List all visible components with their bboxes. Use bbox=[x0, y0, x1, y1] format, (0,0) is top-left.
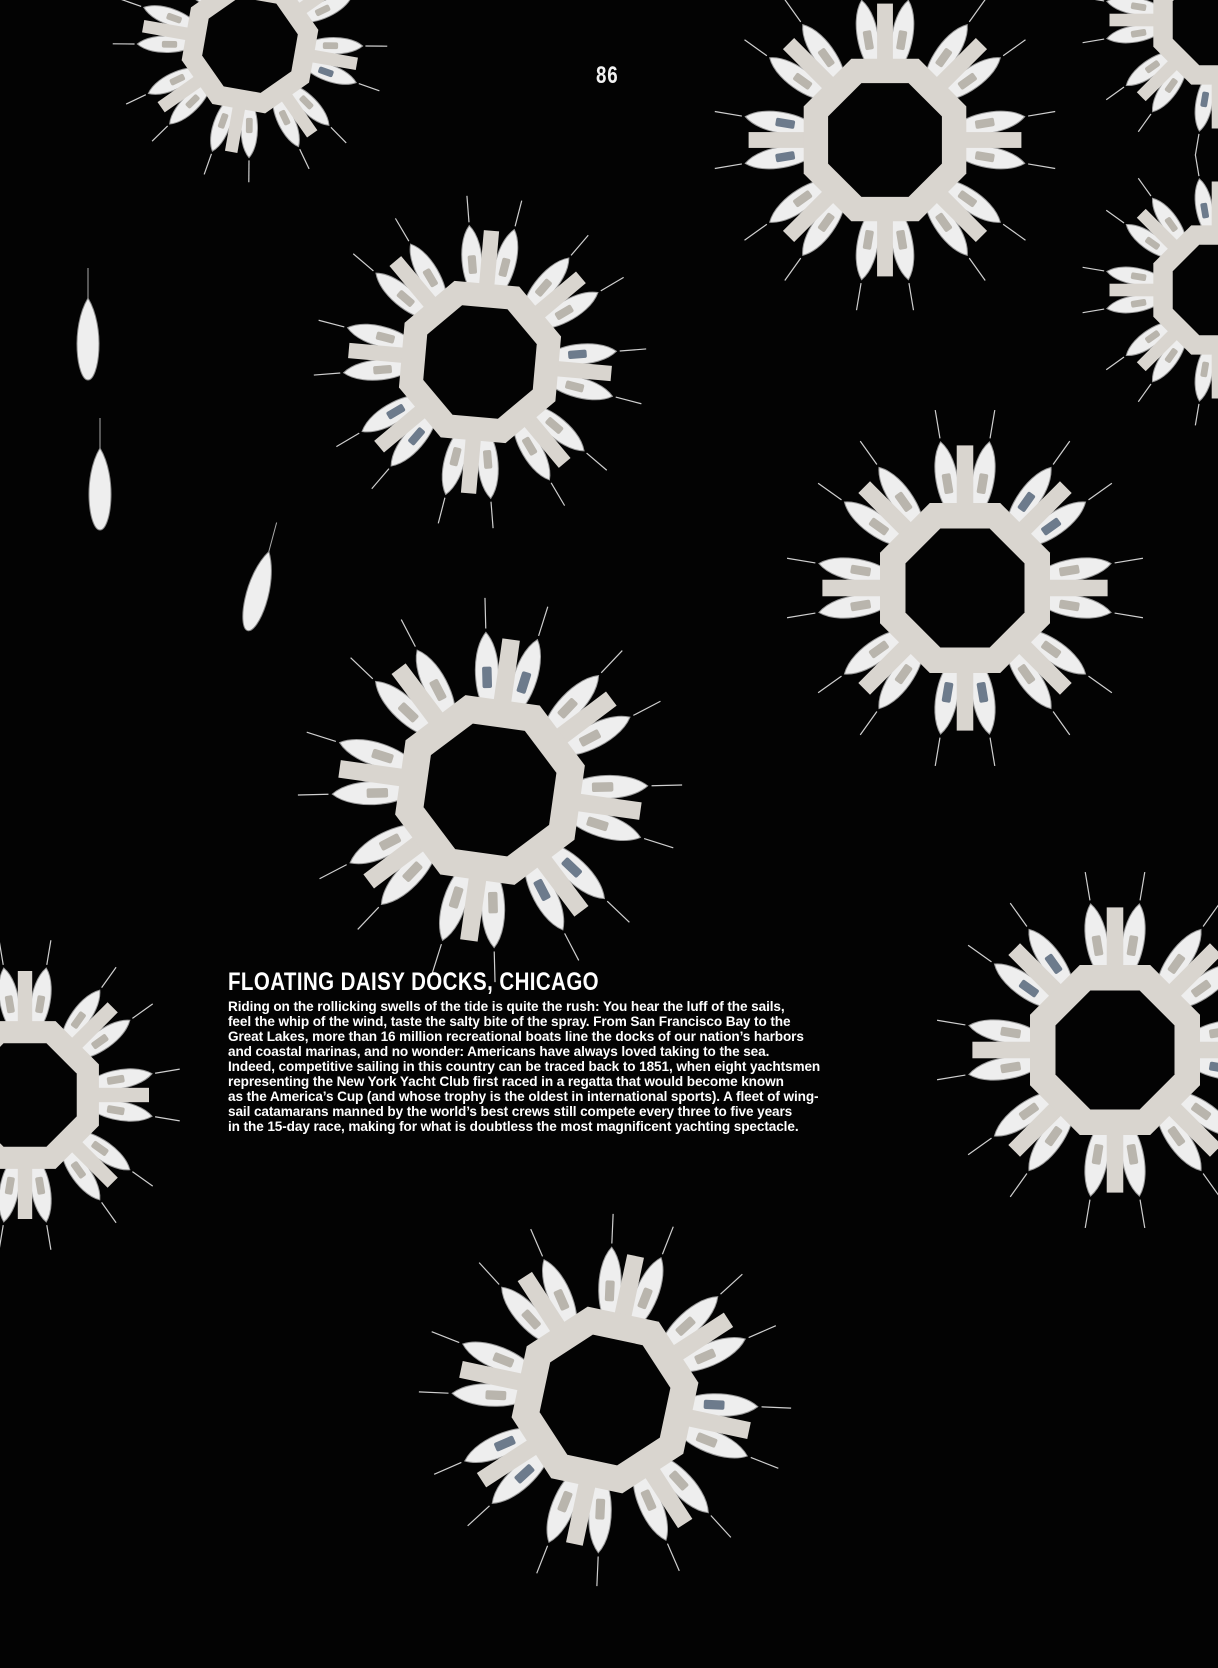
caption-line: sail catamarans manned by the world’s best crews still compete every three to five years bbox=[228, 1104, 793, 1119]
caption-line: in the 15-day race, making for what is doubtless the most magnificent yachting spectacle. bbox=[228, 1119, 799, 1134]
caption-line: as the America’s Cup (and whose trophy is the oldest in international sports). A fleet of wing- bbox=[228, 1089, 819, 1104]
caption-body bbox=[228, 999, 888, 1134]
daisy-dock bbox=[713, 0, 1057, 312]
daisy-dock bbox=[785, 408, 1144, 767]
caption-line: Great Lakes, more than 16 million recreational boats line the docks of our nation’s harbors bbox=[228, 1029, 804, 1044]
caption-block bbox=[228, 968, 888, 1134]
caption-line: representing the New York Yacht Club first raced in a regatta that would become known bbox=[228, 1074, 784, 1089]
caption-line: and coastal marinas, and no wonder: Americans have always loved taking to the sea. bbox=[228, 1044, 770, 1059]
daisy-dock bbox=[300, 182, 660, 542]
daisy-dock bbox=[92, 0, 409, 203]
page-number: 86 bbox=[596, 62, 619, 89]
caption-line: Indeed, competitive sailing in this country can be traced back to 1851, when eight yachtsmen bbox=[228, 1059, 821, 1074]
caption-line: feel the whip of the wind, taste the salty bite of the spray. From San Francisco Bay to the bbox=[228, 1014, 791, 1029]
daisy-dock bbox=[1081, 153, 1218, 426]
daisy-dock bbox=[0, 939, 181, 1252]
daisy-dock bbox=[935, 870, 1218, 1229]
loose-boat bbox=[89, 418, 111, 530]
caption-line: Riding on the rollicking swells of the tide is quite the rush: You hear the luff of the sails, bbox=[228, 999, 785, 1014]
loose-boat bbox=[237, 520, 287, 634]
loose-boat bbox=[77, 268, 99, 380]
daisy-dock bbox=[1081, 0, 1218, 157]
daisy-dock bbox=[385, 1180, 825, 1620]
caption-title: FLOATING DAISY DOCKS, CHICAGO bbox=[228, 968, 600, 996]
daisy-dock bbox=[274, 574, 706, 1006]
